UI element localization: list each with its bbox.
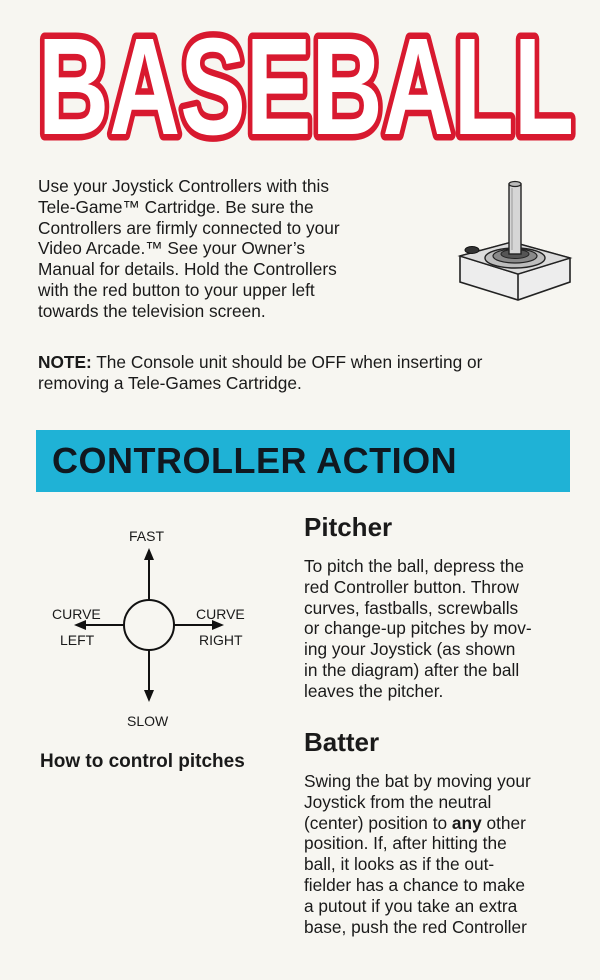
batter-line: base, push the red Controller: [304, 916, 527, 937]
pitch-diagram: [38, 520, 278, 740]
note-label: NOTE:: [38, 352, 92, 372]
pitcher-line: red Controller button. Throw: [304, 576, 519, 597]
intro-line: Controllers are firmly connected to your: [38, 217, 340, 238]
pitcher-heading: Pitcher: [304, 512, 393, 542]
section-banner: [36, 430, 570, 492]
batter-line: fielder has a chance to make: [304, 874, 525, 895]
batter-line: Joystick from the neutral: [304, 791, 492, 812]
section-title: CONTROLLER ACTION: [52, 440, 458, 481]
batter-line: [304, 813, 584, 834]
label-curve-left-1: CURVE: [52, 606, 101, 622]
label-slow: SLOW: [127, 713, 169, 729]
note-paragraph: [38, 352, 583, 394]
batter-emphasis: any: [451, 812, 482, 833]
note-text: The Console unit should be OFF when inserting or: [91, 352, 483, 372]
diagram-caption: How to control pitches: [40, 751, 245, 772]
intro-line: towards the television screen.: [38, 300, 266, 321]
page-title: [36, 18, 576, 153]
intro-line: Manual for details. Hold the Controllers: [38, 259, 337, 280]
label-curve-left-2: LEFT: [60, 632, 95, 648]
pitcher-line: leaves the pitcher.: [304, 680, 444, 701]
label-curve-right-1: CURVE: [196, 606, 245, 622]
pitcher-line: in the diagram) after the ball: [304, 659, 520, 680]
batter-line: Swing the bat by moving your: [304, 771, 531, 791]
label-fast: FAST: [129, 528, 165, 544]
intro-line: Video Arcade.™ See your Owner’s: [38, 238, 306, 259]
pitcher-line: To pitch the ball, depress the: [304, 556, 524, 576]
batter-line: ball, it looks as if the out-: [304, 854, 495, 875]
pitcher-line: ing your Joystick (as shown: [304, 639, 516, 660]
label-curve-right-2: RIGHT: [199, 632, 243, 648]
note-text: removing a Tele-Games Cartridge.: [38, 372, 302, 393]
intro-line: with the red button to your upper left: [38, 279, 315, 300]
batter-text: (center) position to: [304, 812, 452, 833]
arrow-down-icon: [144, 690, 154, 702]
intro-line: Use your Joystick Controllers with this: [38, 176, 329, 196]
neutral-circle: [124, 600, 174, 650]
intro-paragraph: [38, 176, 408, 322]
pitcher-paragraph: [304, 556, 584, 702]
batter-paragraph: [304, 771, 584, 937]
batter-heading: Batter: [304, 727, 380, 757]
pitcher-line: or change-up pitches by mov-: [304, 618, 532, 639]
arrow-up-icon: [144, 548, 154, 560]
batter-line: a putout if you take an extra: [304, 895, 518, 916]
batter-text: other: [481, 812, 526, 833]
pitcher-line: curves, fastballs, screwballs: [304, 597, 519, 618]
batter-line: position. If, after hitting the: [304, 833, 507, 854]
joystick-illustration-icon: [452, 178, 574, 316]
title-text: BASEBALL: [38, 18, 574, 153]
intro-line: Tele-Game™ Cartridge. Be sure the: [38, 196, 314, 217]
